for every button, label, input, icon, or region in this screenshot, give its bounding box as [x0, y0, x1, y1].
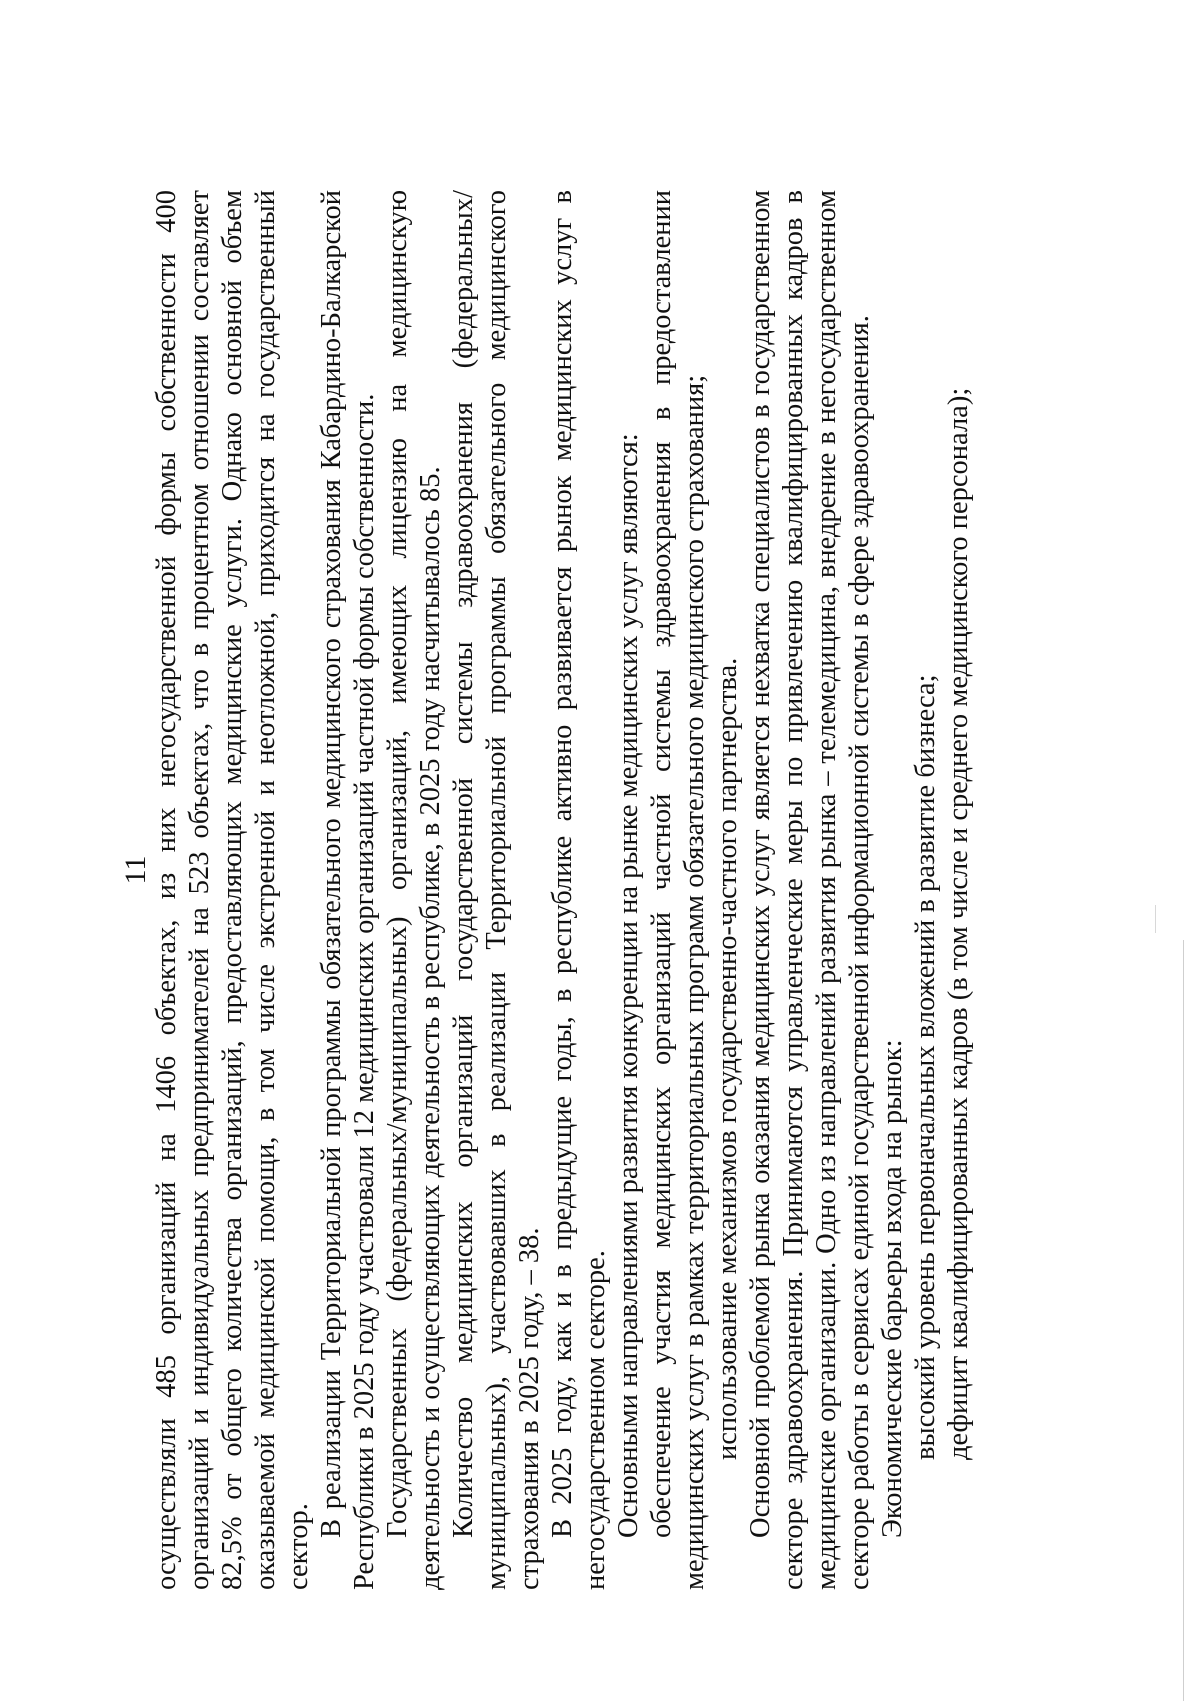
- paragraph-state-organizations: Государственных (федеральных/муниципальных) организаций, имеющих лицензию на медицинскую деятельность и осуществляющих деятельность в республике, в 2025 году насчитывалось 85.: [382, 190, 446, 1590]
- paragraph-economic-barriers: Экономические барьеры входа на рынок:: [877, 1039, 908, 1538]
- scan-mark: [1155, 905, 1156, 933]
- body-text: [150, 190, 975, 1590]
- list-item-private-participation: обеспечение участия медицинских организаций частной системы здравоохранения в предоставлении медицинских услуг в рамках территориальных программ обязательного медицинского страхования;: [646, 190, 710, 1590]
- list-item-staff-shortage: дефицит квалифицированных кадров (в том числе и среднего медицинского персонала);: [943, 387, 974, 1460]
- page-number: 11: [119, 855, 152, 885]
- paragraph-territorial-program: В реализации Территориальной программы обязательного медицинского страхования Кабардино-Балкарской Республики в 2025 году участвовали 12 медицинских организаций частной формы собственности.: [316, 190, 380, 1590]
- paragraph-state-participants: Количество медицинских организаций государственной системы здравоохранения (федеральных/муниципальных), участвовавших в реализации Территориальной программы обязательного медицинского страхования в 2025 году, – 38.: [448, 190, 545, 1590]
- rotated-content: [110, 110, 1070, 1630]
- paragraph-organizations-count: осуществляли 485 организаций на 1406 объектах, из них негосударственной формы собственности 400 организаций и индивидуальных предпринимателей на 523 объектах, что в процентном отношении составляет 82,5% от общего количества организаций, предоставляющих медицинские услуги. Однако основной объем оказываемой медицинской помощи, в том числе экстренной и неотложной, приходится на государственный сектор.: [151, 190, 314, 1590]
- paragraph-main-problem: Основной проблемой рынка оказания медицинских услуг является нехватка специалистов в государственном секторе здравоохранения. Принимаются управленческие меры по привлечению квалифицированных кадров в медицинские организации. Одно из направлений развития рынка – телемедицина, внедрение в негосударственном секторе работы в сервисах единой государственной информационной системы в сфере здравоохранения.: [745, 190, 875, 1590]
- list-item-ppp: использование механизмов государственно-частного партнерства.: [712, 657, 743, 1460]
- paragraph-market-development: В 2025 году, как и в предыдущие годы, в республике активно развивается рынок медицинских услуг в негосударственном секторе.: [547, 190, 611, 1590]
- paragraph-competition-directions: Основными направлениями развития конкуренции на рынке медицинских услуг являются:: [613, 433, 644, 1538]
- list-item-high-investment: высокий уровень первоначальных вложений в развитие бизнеса;: [910, 674, 941, 1460]
- scan-edge-line: [1183, 940, 1184, 1701]
